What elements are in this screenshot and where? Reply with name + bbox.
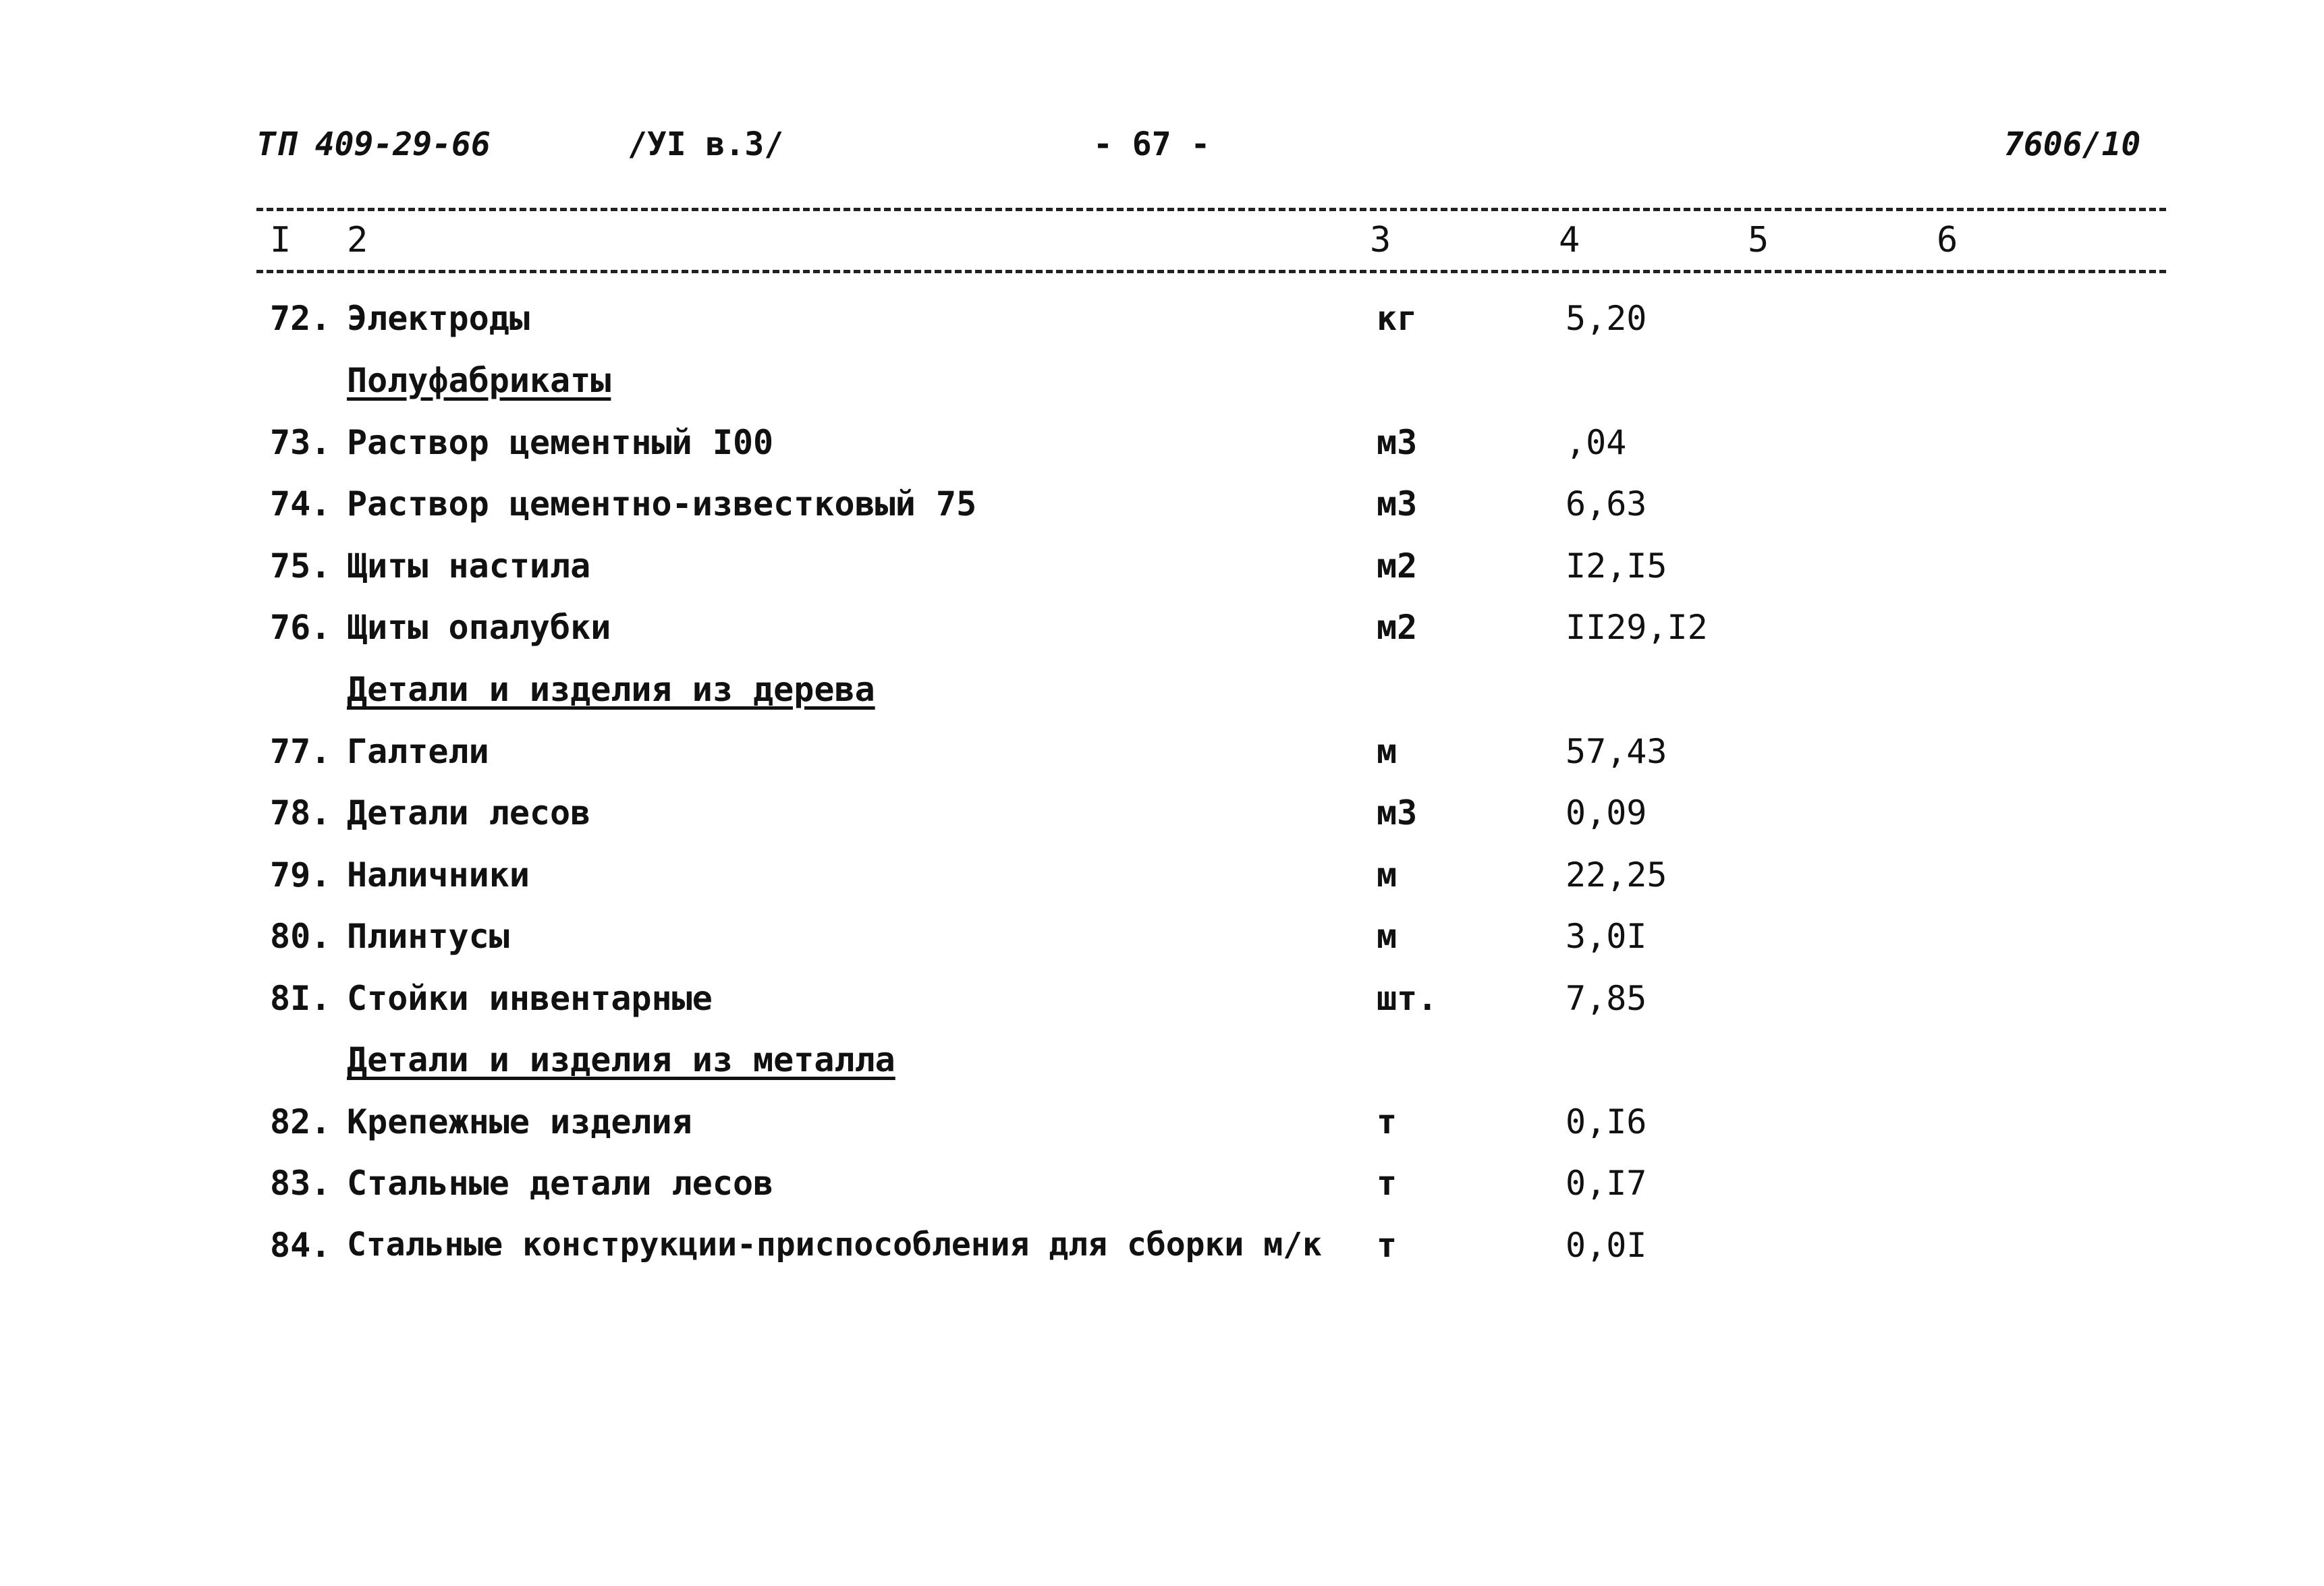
row-name: Крепежные изделия xyxy=(347,1102,692,1141)
row-number: 72. xyxy=(270,299,331,338)
row-unit: кг xyxy=(1377,299,1418,338)
row-number: 78. xyxy=(270,793,331,832)
row-name: Электроды xyxy=(347,299,530,338)
row-number: 74. xyxy=(270,484,331,523)
row-name: Галтели xyxy=(347,732,489,771)
section-title-semi-finished: Полуфабрикаты xyxy=(347,361,611,400)
row-quantity: 0,09 xyxy=(1566,793,1647,832)
row-quantity: 5,20 xyxy=(1566,299,1647,338)
row-quantity: ,04 xyxy=(1566,423,1627,462)
row-name: Стальные конструкции-приспособления для сборки м/к xyxy=(347,1226,1322,1264)
row-name: Плинтусы xyxy=(347,917,509,956)
page-number: - 67 - xyxy=(1093,125,1211,163)
column-number-3: 3 xyxy=(1370,220,1391,260)
row-name: Раствор цементный I00 xyxy=(347,423,774,462)
row-number: 75. xyxy=(270,546,331,586)
row-number: 80. xyxy=(270,917,331,956)
row-unit: т xyxy=(1377,1164,1398,1203)
row-quantity: 0,I7 xyxy=(1566,1164,1647,1203)
row-number: 83. xyxy=(270,1164,331,1203)
row-unit: т xyxy=(1377,1102,1398,1141)
row-name: Стойки инвентарные xyxy=(347,979,713,1018)
row-quantity: 0,0I xyxy=(1566,1226,1647,1265)
sheet-code: 7606/10 xyxy=(2004,125,2141,163)
row-unit: т xyxy=(1377,1226,1398,1265)
row-unit: м3 xyxy=(1377,484,1418,523)
row-number: 73. xyxy=(270,423,331,462)
row-number: 79. xyxy=(270,855,331,895)
row-quantity: 57,43 xyxy=(1566,732,1667,771)
row-name: Наличники xyxy=(347,855,530,895)
table-header-rule xyxy=(256,270,2166,273)
row-quantity: I2,I5 xyxy=(1566,546,1667,586)
row-quantity: 22,25 xyxy=(1566,855,1667,895)
row-number: 82. xyxy=(270,1102,331,1141)
section-title-metal-parts: Детали и изделия из металла xyxy=(347,1040,895,1079)
row-quantity: II29,I2 xyxy=(1566,608,1708,647)
row-unit: м xyxy=(1377,855,1398,895)
row-name: Детали лесов xyxy=(347,793,591,832)
row-unit: м3 xyxy=(1377,793,1418,832)
row-unit: шт. xyxy=(1377,979,1438,1018)
volume-label: /УI в.3/ xyxy=(628,125,784,163)
column-number-4: 4 xyxy=(1559,220,1580,260)
document-code: ТП 409-29-66 xyxy=(256,125,491,163)
column-number-5: 5 xyxy=(1748,220,1769,260)
row-number: 8I. xyxy=(270,979,331,1018)
row-number: 84. xyxy=(270,1226,331,1265)
row-number: 76. xyxy=(270,608,331,647)
row-quantity: 6,63 xyxy=(1566,484,1647,523)
column-number-6: 6 xyxy=(1937,220,1958,260)
section-title-wood-parts: Детали и изделия из дерева xyxy=(347,670,875,709)
column-number-1: I xyxy=(270,220,292,260)
row-name: Щиты настила xyxy=(347,546,591,586)
row-unit: м xyxy=(1377,732,1398,771)
row-unit: м2 xyxy=(1377,608,1418,647)
row-unit: м3 xyxy=(1377,423,1418,462)
row-quantity: 7,85 xyxy=(1566,979,1647,1018)
row-name: Щиты опалубки xyxy=(347,608,611,647)
row-unit: м xyxy=(1377,917,1398,956)
row-unit: м2 xyxy=(1377,546,1418,586)
row-quantity: 0,I6 xyxy=(1566,1102,1647,1141)
row-name: Стальные детали лесов xyxy=(347,1164,774,1203)
row-number: 77. xyxy=(270,732,331,771)
table-top-rule xyxy=(256,208,2166,211)
column-number-2: 2 xyxy=(347,220,368,260)
row-quantity: 3,0I xyxy=(1566,917,1647,956)
row-name: Раствор цементно-известковый 75 xyxy=(347,484,977,523)
